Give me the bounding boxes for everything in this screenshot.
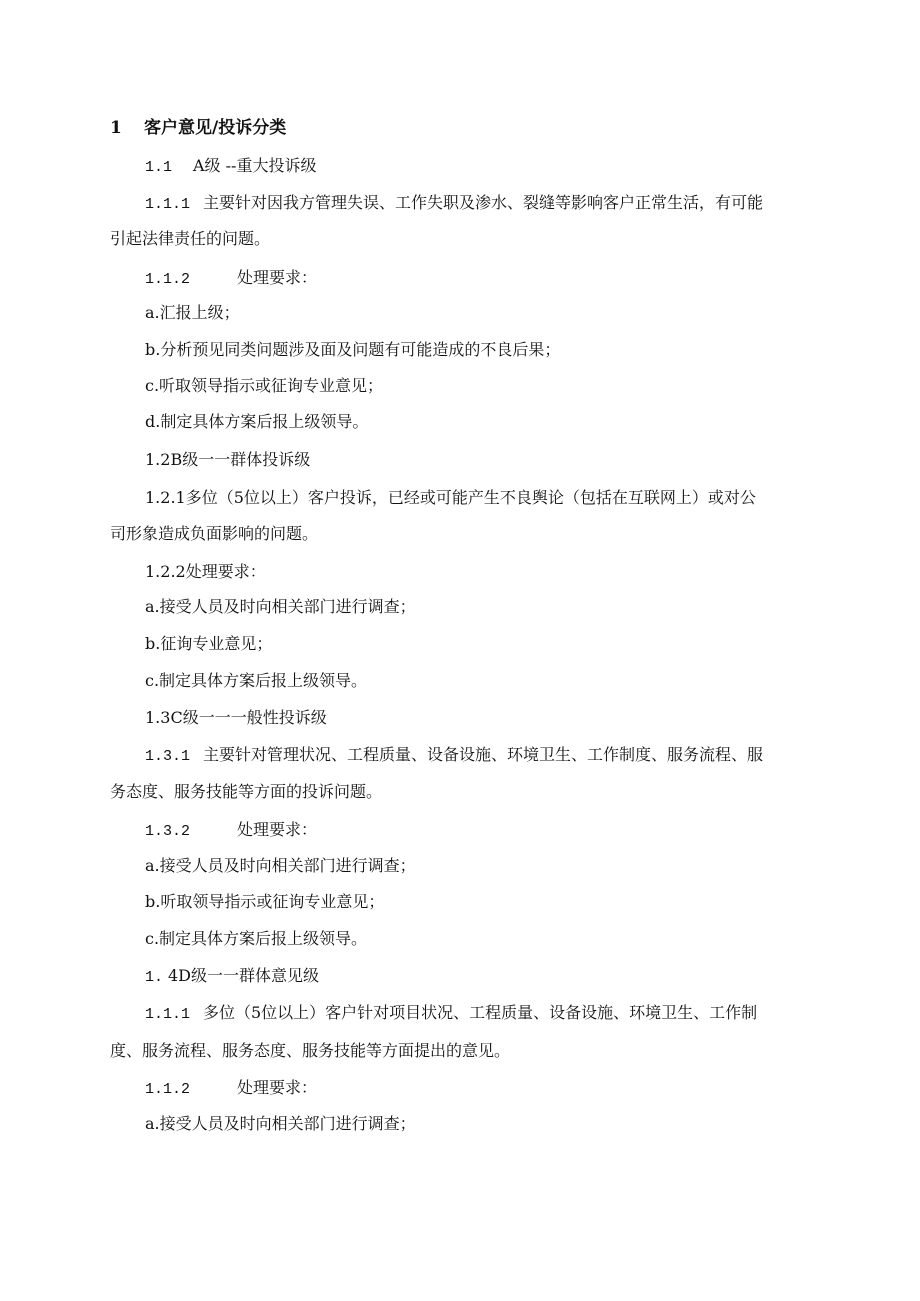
subsection-heading xyxy=(145,966,320,988)
subsection-title: 4D级一一群体意见级 xyxy=(168,966,320,985)
paragraph-line: 1.2.2处理要求： xyxy=(145,562,266,581)
paragraph-line: 度、服务流程、服务态度、服务技能等方面提出的意见。 xyxy=(110,1041,511,1060)
list-item: c.制定具体方案后报上级领导。 xyxy=(145,929,368,948)
item-number: 1.1.1 xyxy=(145,196,191,213)
section-number: 1 xyxy=(110,118,122,138)
subsection-heading: 1.2B级一一群体投诉级 xyxy=(145,450,311,469)
list-item: a.接受人员及时向相关部门进行调查； xyxy=(145,1114,416,1133)
list-item: c.听取领导指示或征询专业意见； xyxy=(145,376,384,395)
list-item: b.听取领导指示或征询专业意见； xyxy=(145,892,385,911)
list-item: b.征询专业意见； xyxy=(145,634,273,653)
paragraph-text: 处理要求： xyxy=(237,268,318,287)
subsection-heading: 1.3C级一一一般性投诉级 xyxy=(145,708,327,727)
item-number: 1.1.2 xyxy=(145,1081,191,1098)
paragraph-line: 引起法律责任的问题。 xyxy=(110,229,271,248)
paragraph-text: 处理要求： xyxy=(237,820,318,839)
paragraph-line xyxy=(145,268,318,290)
paragraph-line xyxy=(145,820,318,842)
list-item: a.接受人员及时向相关部门进行调查； xyxy=(145,597,416,616)
section-heading xyxy=(110,118,287,138)
list-item: d.制定具体方案后报上级领导。 xyxy=(145,412,369,431)
list-item: a.汇报上级； xyxy=(145,303,240,322)
subsection-title: A级 --重大投诉级 xyxy=(193,156,317,175)
item-number: 1.1.1 xyxy=(145,1006,191,1023)
list-item: a.接受人员及时向相关部门进行调查； xyxy=(145,856,416,875)
list-item: b.分析预见同类问题涉及面及问题有可能造成的不良后果； xyxy=(145,340,561,359)
paragraph-line xyxy=(145,745,764,767)
item-number: 1.1.2 xyxy=(145,271,191,288)
subsection-heading xyxy=(145,156,317,178)
paragraph-line xyxy=(145,1003,758,1025)
paragraph-line: 1.2.1多位（5位以上）客户投诉，已经或可能产生不良舆论（包括在互联网上）或对公 xyxy=(145,488,756,507)
item-number: 1.3.1 xyxy=(145,748,191,765)
paragraph-text: 主要针对管理状况、工程质量、设备设施、环境卫生、工作制度、服务流程、服 xyxy=(203,745,764,764)
list-item: c.制定具体方案后报上级领导。 xyxy=(145,671,368,690)
paragraph-line: 务态度、服务技能等方面的投诉问题。 xyxy=(110,782,383,801)
subsection-number: 1.1 xyxy=(145,159,173,176)
paragraph-text: 多位（5位以上）客户针对项目状况、工程质量、设备设施、环境卫生、工作制 xyxy=(203,1003,758,1022)
paragraph-text: 处理要求： xyxy=(237,1078,318,1097)
paragraph-line xyxy=(145,1078,318,1100)
subsection-number: 1. xyxy=(145,969,164,986)
paragraph-line: 司形象造成负面影响的问题。 xyxy=(110,524,319,543)
section-title: 客户意见/投诉分类 xyxy=(144,118,287,138)
paragraph-line xyxy=(145,193,764,215)
paragraph-text: 主要针对因我方管理失误、工作失职及渗水、裂缝等影响客户正常生活，有可能 xyxy=(203,193,764,212)
item-number: 1.3.2 xyxy=(145,823,191,840)
